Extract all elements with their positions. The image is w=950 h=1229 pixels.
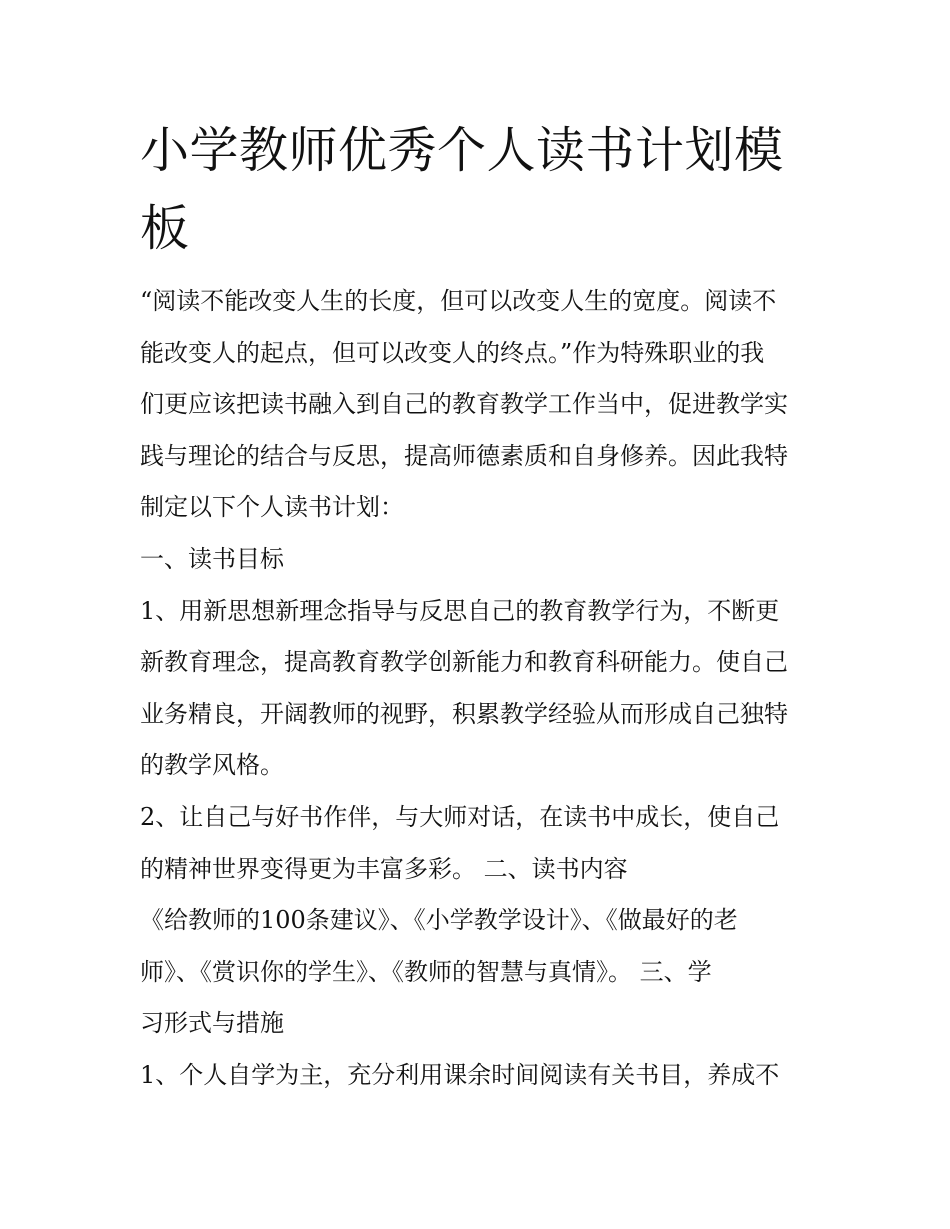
text-line: 们更应该把读书融入到自己的教育教学工作当中，促进教学实 xyxy=(140,390,788,419)
text-line: 的精神世界变得更为丰富多彩。 二、读书内容 xyxy=(140,854,628,883)
text-line: 1、个人自学为主，充分利用课余时间阅读有关书目，养成不 xyxy=(140,1060,780,1089)
text-line: 师》、《赏识你的学生》、《教师的智慧与真情》。 三、学 xyxy=(140,957,712,986)
text-line: 践与理论的结合与反思，提高师德素质和自身修养。因此我特 xyxy=(140,441,788,470)
text-line: 2、让自己与好书作伴，与大师对话，在读书中成长，使自己 xyxy=(140,802,780,831)
text-line: 制定以下个人读书计划： xyxy=(140,493,404,522)
text-line: 《给教师的100条建议》、《小学教学设计》、《做最好的老 xyxy=(140,906,738,935)
text-line: 业务精良，开阔教师的视野，积累教学经验从而形成自己独特 xyxy=(140,699,788,728)
text-line: 新教育理念，提高教育教学创新能力和教育科研能力。使自己 xyxy=(140,648,788,677)
title-line-2: 板 xyxy=(140,200,190,257)
text-line: 的教学风格。 xyxy=(140,751,284,780)
document-body xyxy=(140,276,830,1102)
title-line-1: 小学教师优秀个人读书计划模 xyxy=(140,122,784,179)
text-line: 1、用新思想新理念指导与反思自己的教育教学行为，不断更 xyxy=(140,596,780,625)
text-line: 能改变人的起点，但可以改变人的终点。”作为特殊职业的我 xyxy=(140,338,765,367)
section-heading: 一、读书目标 xyxy=(140,544,284,573)
text-line: 习形式与措施 xyxy=(140,1009,284,1038)
document-title xyxy=(140,112,820,268)
text-line: “阅读不能改变人生的长度，但可以改变人生的宽度。阅读不 xyxy=(140,287,777,315)
